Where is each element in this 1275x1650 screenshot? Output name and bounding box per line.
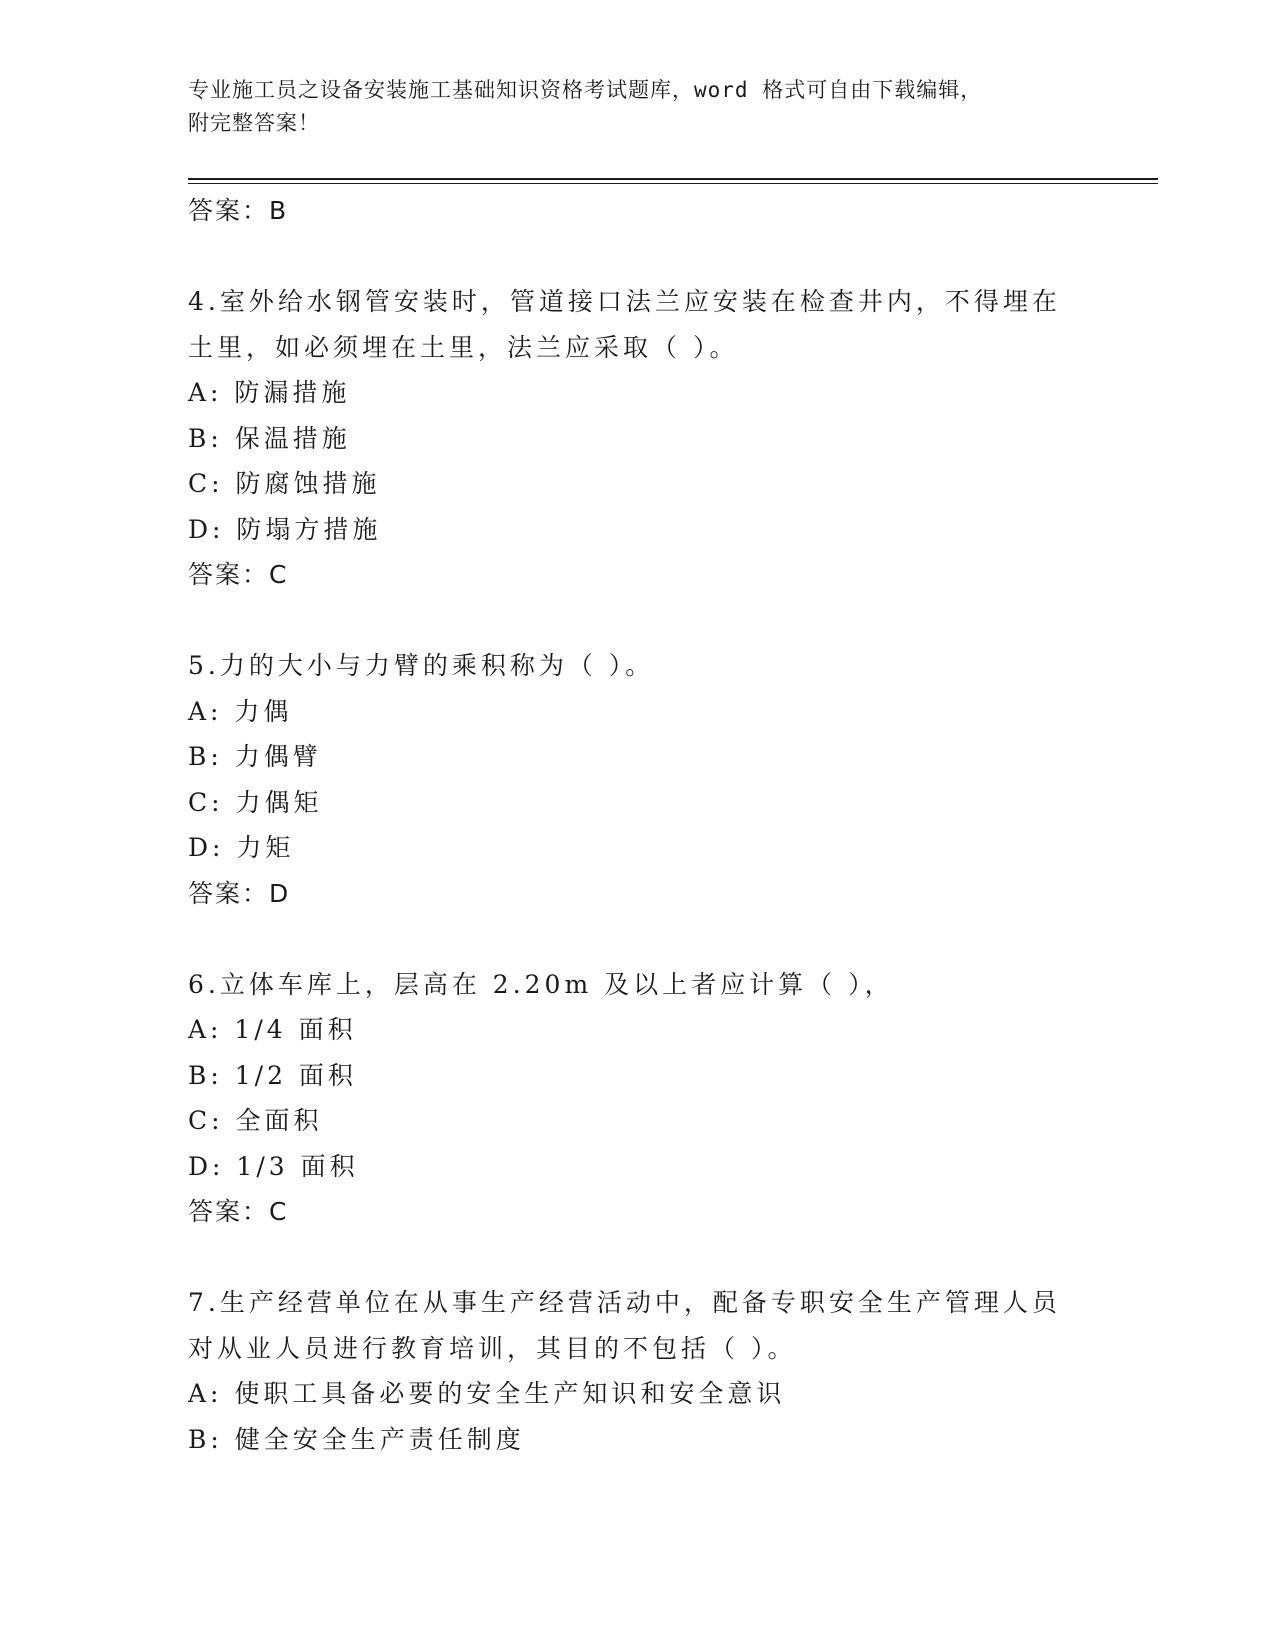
question-stem-line: 4.室外给水钢管安装时，管道接口法兰应安装在检查井内，不得埋在: [188, 287, 1061, 316]
question-stem-line: 6.立体车库上，层高在 2.20m 及以上者应计算（ ），: [188, 969, 894, 999]
question-5: [188, 643, 1088, 916]
option-c: C: 全面积: [188, 1106, 323, 1135]
option-a: A: 力偶: [188, 696, 293, 726]
option-a: A: 使职工具备必要的安全生产知识和安全意识: [188, 1379, 786, 1408]
question-stem-line: 7.生产经营单位在从事生产经营活动中，配备专职安全生产管理人员: [188, 1288, 1061, 1317]
option-b: B: 健全安全生产责任制度: [188, 1424, 525, 1454]
option-b: B: 力偶臂: [188, 742, 322, 771]
option-d: D: 力矩: [188, 833, 295, 862]
spacer: [188, 916, 1088, 962]
question-stem-line: 对从业人员进行教育培训，其目的不包括（ ）。: [188, 1333, 797, 1363]
option-d: D: 1/3 面积: [188, 1151, 359, 1181]
answer-prev: 答案：B: [188, 196, 289, 225]
option-d: D: 防塌方措施: [188, 514, 382, 544]
spacer: [188, 234, 1088, 280]
option-a: A: 1/4 面积: [188, 1015, 357, 1044]
option-c: C: 力偶矩: [188, 787, 323, 817]
document-header: [188, 74, 1088, 140]
question-4: [188, 279, 1088, 598]
question-7: [188, 1280, 1088, 1462]
spacer: [188, 598, 1088, 644]
option-b: B: 保温措施: [188, 423, 351, 453]
header-line-1: 专业施工员之设备安装施工基础知识资格考试题库，word 格式可自由下载编辑，: [188, 78, 983, 102]
question-stem-line: 土里，如必须埋在土里，法兰应采取（ ）。: [188, 332, 739, 362]
option-b: B: 1/2 面积: [188, 1060, 357, 1090]
header-rule-thin: [188, 183, 1158, 184]
header-rule-thick: [188, 178, 1158, 180]
question-6: [188, 962, 1088, 1235]
spacer: [188, 1235, 1088, 1281]
answer: 答案：D: [188, 878, 291, 908]
document-body: [188, 188, 1088, 1462]
question-stem-line: 5.力的大小与力臂的乘积称为（ ）。: [188, 651, 655, 680]
header-line-2: 附完整答案！: [188, 111, 320, 135]
answer: 答案：C: [188, 1197, 289, 1226]
option-a: A: 防漏措施: [188, 378, 351, 407]
option-c: C: 防腐蚀措施: [188, 469, 381, 498]
answer: 答案：C: [188, 560, 289, 589]
